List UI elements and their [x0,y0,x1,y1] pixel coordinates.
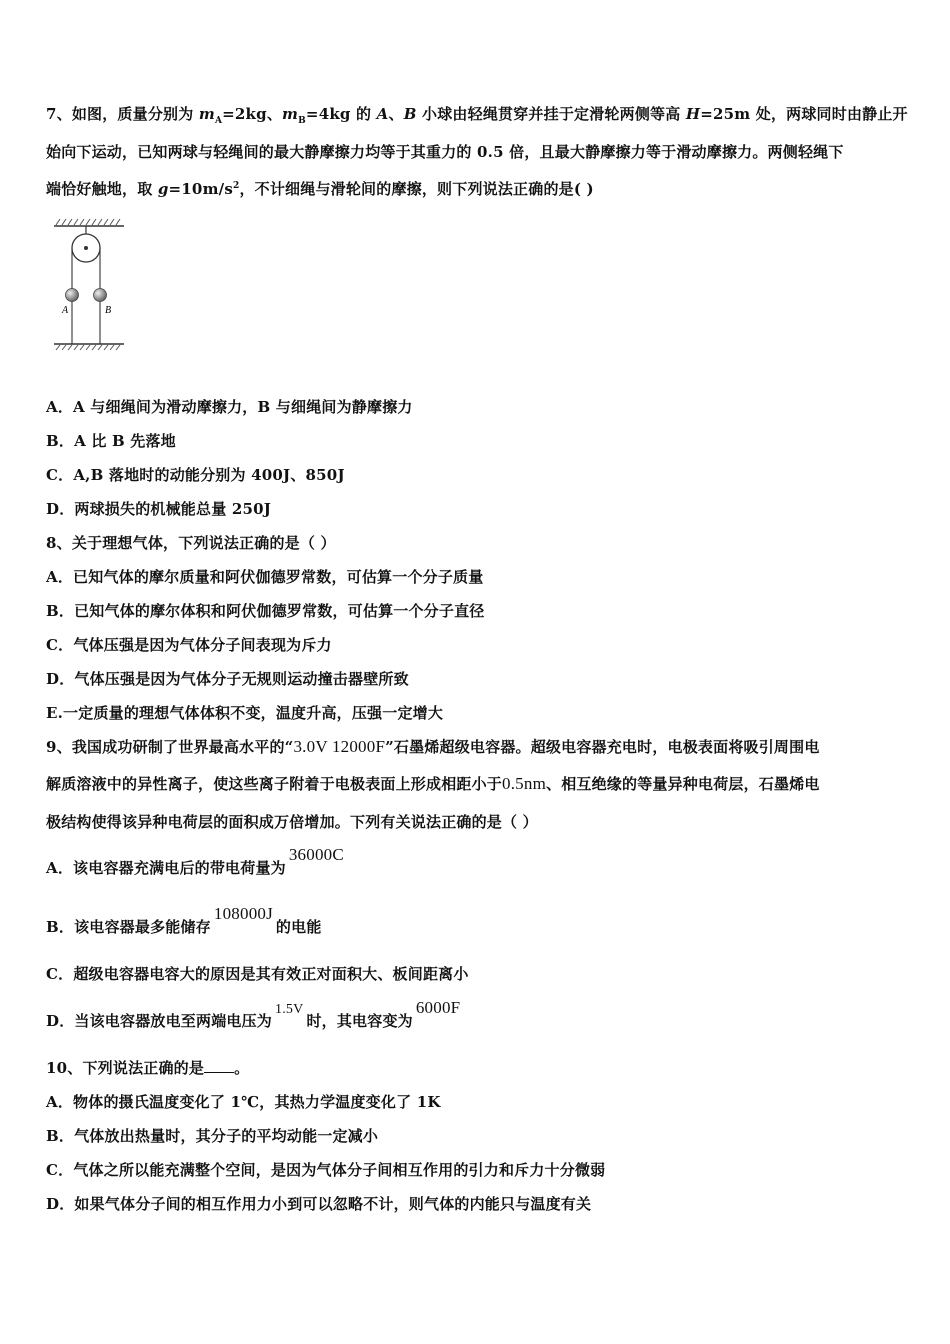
ceiling [54,219,124,226]
ball-a [66,289,79,302]
q9-option-c: C．超级电容器电容大的原因是其有效正对面积大、板间距离小 [46,965,469,983]
q8-stem: 8、关于理想气体，下列说法正确的是（ ） [46,534,336,552]
ball-b [94,289,107,302]
q10-option-b: B．气体放出热量时，其分子的平均动能一定减小 [46,1127,379,1145]
label-b: B [105,305,112,316]
q8-option-a: A．已知气体的摩尔质量和阿伏伽德罗常数，可估算一个分子质量 [46,568,484,586]
q7-option-b: B．A 比 B 先落地 [46,432,176,450]
q8-option-b: B．已知气体的摩尔体积和阿伏伽德罗常数，可估算一个分子直径 [46,602,485,620]
q9-option-b: B．该电容器最多能储存108000J的电能 [46,904,322,936]
q10-stem: 10、下列说法正确的是 。 [46,1059,250,1077]
q8-option-e: E.一定质量的理想气体体积不变，温度升高，压强一定增大 [46,704,444,722]
q10-option-c: C．气体之所以能充满整个空间，是因为气体分子间相互作用的引力和斥力十分微弱 [46,1161,606,1179]
q7-stem-line2: 始向下运动，已知两球与轻绳间的最大静摩擦力均等于其重力的 0.5 倍，且最大静摩擦力等于滑动摩擦力。两侧轻绳下 [46,143,844,161]
pulley-axle [84,246,88,250]
q9-stem-line1: 9、我国成功研制了世界最高水平的“3.0V 12000F”石墨烯超级电容器。超级电容器充电时，电极表面将吸引周围电 [46,737,820,756]
q7-stem-line3: 端恰好触地，取 $g=10m/s^2$，不计细绳与滑轮间的摩擦，则下列说法正确的是( ) [46,180,594,198]
q9-option-a: A．该电容器充满电后的带电荷量为36000C [46,845,344,877]
q7-stem-line1: 7、如图，质量分别为 $m_A=2kg$、$m_B=4kg$ 的 A、B 小球由轻绳贯穿并挂于定滑轮两侧等高 H=25m 处，两球同时由静止开 [46,105,908,126]
q8-option-c: C．气体压强是因为气体分子间表现为斥力 [46,636,332,654]
q8-option-d: D．气体压强是因为气体分子无规则运动撞击器壁所致 [46,670,409,688]
ground [54,344,124,350]
label-a: A [62,305,69,316]
q7-option-a: A．A 与细绳间为滑动摩擦力，B 与细绳间为静摩擦力 [46,398,413,416]
q7-option-d: D．两球损失的机械能总量 250J [46,500,272,518]
q9-stem-line2: 解质溶液中的异性离子，使这些离子附着于电极表面上形成相距小于0.5nm、相互绝缘的等量异种电荷层，石墨烯电 [46,774,820,793]
q10-option-a: A．物体的摄氏温度变化了 1℃，其热力学温度变化了 1K [46,1093,441,1111]
q10-option-d: D．如果气体分子间的相互作用力小到可以忽略不计，则气体的内能只与温度有关 [46,1195,592,1213]
q9-stem-line3: 极结构使得该异种电荷层的面积成万倍增加。下列有关说法正确的是（ ） [46,813,538,831]
pulley-figure [50,214,130,354]
q7-option-c: C．A,B 落地时的动能分别为 400J、850J [46,466,345,484]
answer-blank [204,1060,234,1073]
q9-option-d: D．当该电容器放电至两端电压为1.5V时，其电容变为6000F [46,998,461,1030]
